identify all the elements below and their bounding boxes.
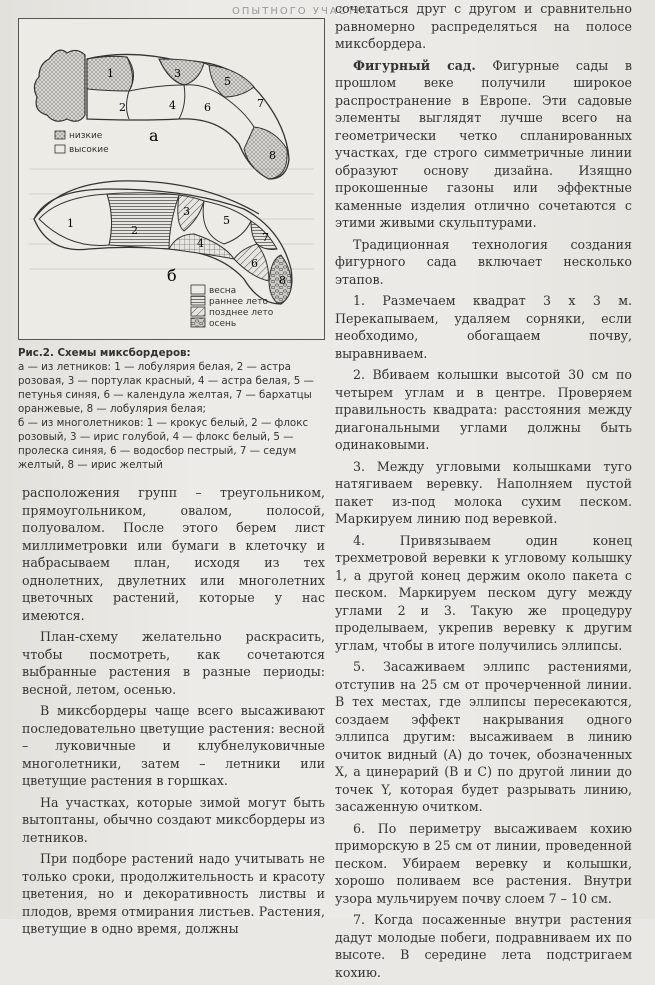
mixborder-figure [18,18,325,340]
left-paragraph: В миксбордеры чаще всего высаживают последовательно цветущие растения: весной – луковичные и клубнелуковичные многолетники, затем – летники или цветущие растения в горшках. [22,703,325,788]
legend-early-summer-swatch [191,296,205,305]
figure-caption [18,346,328,472]
caption-title: Рис.2. Схемы миксбордеров: [18,347,191,359]
legend-low-swatch [55,131,65,139]
num-b7: 7 [262,231,269,244]
step-7: 7. Когда посаженные внутри растения дадут молодые побеги, подравниваем их по высоте. В середине лета подстригаем кохию. [335,912,632,980]
right-intro: сочетаться друг с другом и сравнительно равномерно распределяться на полосе миксбордера. [335,1,632,51]
num-b3: 3 [183,205,190,218]
num-a8: 8 [269,149,276,162]
step-5: 5. Засаживаем эллипс растениями, отступив на 25 см от прочерченной линии. В тех местах, где эллипсы пересекаются, создаем эффект накрывания одного эллипса другим: высаживаем в линию очиток видный (A) до точек, обозначенных X, а цинерарий (B и C) по другой линии до точек Y, которая будет разрывать линию, засаженную очитком. [335,659,632,814]
num-a1: 1 [107,67,114,80]
mixborder-diagram [19,19,324,339]
step-3: 3. Между угловыми колышками туго натягиваем веревку. Наполняем пустой пакет из-под молока сухим песком. Маркируем линию под веревкой. [335,458,632,526]
num-a3: 3 [174,67,181,80]
step-4: 4. Привязываем один конец трехметровой веревки к угловому колышку 1, а другой конец держим около пакета с песком. Маркируем песком дугу между углами 2 и 3. Такую же процедуру проделываем, укрепив веревку к другим углам, чтобы в итоге получились эллипсы. [335,532,632,653]
legend-late-summer-label: позднее лето [209,308,274,318]
legend-late-summer-swatch [191,307,205,316]
left-paragraph: расположения групп – треугольником, прямоугольником, овалом, полосой, полуовалом. После этого берем лист миллиметровки или бумаги в клеточку и набрасываем план, исходя из тех однолетних, двулетних или многолетних цветочных растений, которые у нас имеются. [22,485,325,623]
section-heading-text: Фигурные сады в прошлом веке получили широкое распространение в Европе. Эти садовые элементы выглядят лучше всего на геометрически четко спланированных участках, где строго симметричные линии образуют основу дизайна. Изящно прокошенные газоны или эффектные каменные изделия отлично сочетаются с этими живыми скульптурами. [335,57,632,230]
label-a: а [149,126,159,145]
header-fragment: ОПЫТНОГО УЧАСТКА [232,6,374,17]
left-paragraph: План-схему желательно раскрасить, чтобы посмотреть, как сочетаются выбранные растения в разные периоды: весной, летом, осенью. [22,629,325,697]
legend-high-label: высокие [69,145,109,155]
left-column [22,484,325,942]
num-b5: 5 [223,214,230,227]
bush-a [34,50,85,121]
step-1: 1. Размечаем квадрат 3 х 3 м. Перекапываем, удаляем сорняки, если необходимо, обогащаем почву, выравниваем. [335,293,632,361]
num-b1: 1 [67,217,74,230]
right-paragraph: Традиционная технология создания фигурного сада включает несколько этапов. [335,236,632,287]
num-b2: 2 [131,224,138,237]
right-column [335,0,632,985]
step-6: 6. По периметру высаживаем кохию приморскую в 25 см от линии, проведенной песком. Убираем веревку и колышки, хорошо поливаем все растения. Внутри узора мульчируем почву слоем 7 – 10 см. [335,820,632,906]
caption-a: а — из летников: 1 — лобулярия белая, 2 — астра розовая, 3 — портулак красный, 4 — астра белая, 5 — петунья синяя, 6 — календула желтая, 7 — бархатцы оранжевые, 8 — лобулярия белая; [18,361,314,415]
step-2: 2. Вбиваем колышки высотой 30 см по четырем углам и в центре. Проверяем правильность квадрата: расстояния между диагональными углами должны быть одинаковыми. [335,367,632,452]
num-b6: 6 [251,257,258,270]
section-heading: Фигурный сад. [353,57,476,73]
label-b: б [167,266,177,285]
figured-garden-paragraph [335,57,632,232]
caption-b: б — из многолетников: 1 — крокус белый, 2 — флокс розовый, 3 — ирис голубой, 4 — флокс белый, 5 — пролеска синяя, 6 — водосбор пестрый, 7 — седум желтый, 8 — ирис желтый [18,417,309,471]
diagram-b [29,169,314,329]
legend-high-swatch [55,145,65,153]
diagram-a [34,50,289,179]
num-a6: 6 [204,101,211,114]
num-a7: 7 [257,97,264,110]
num-a4: 4 [169,99,176,112]
legend-spring-label: весна [209,286,237,296]
num-a2: 2 [119,101,126,114]
legend-low-label: низкие [69,131,103,141]
legend-autumn-swatch [191,318,205,327]
legend-early-summer-label: раннее лето [209,297,268,307]
num-b4: 4 [197,237,204,250]
num-a5: 5 [224,75,231,88]
left-paragraph: При подборе растений надо учитывать не только сроки, продолжительность и красоту цветения, но и декоративность листвы и плодов, время отмирания листьев. Растения, цветущие в одно время, должны [22,851,325,936]
legend-spring-swatch [191,285,205,294]
left-paragraph: На участках, которые зимой могут быть вытоптаны, обычно создают миксбордеры из летников. [22,794,325,845]
legend-autumn-label: осень [209,319,237,329]
num-b8: 8 [279,274,286,287]
